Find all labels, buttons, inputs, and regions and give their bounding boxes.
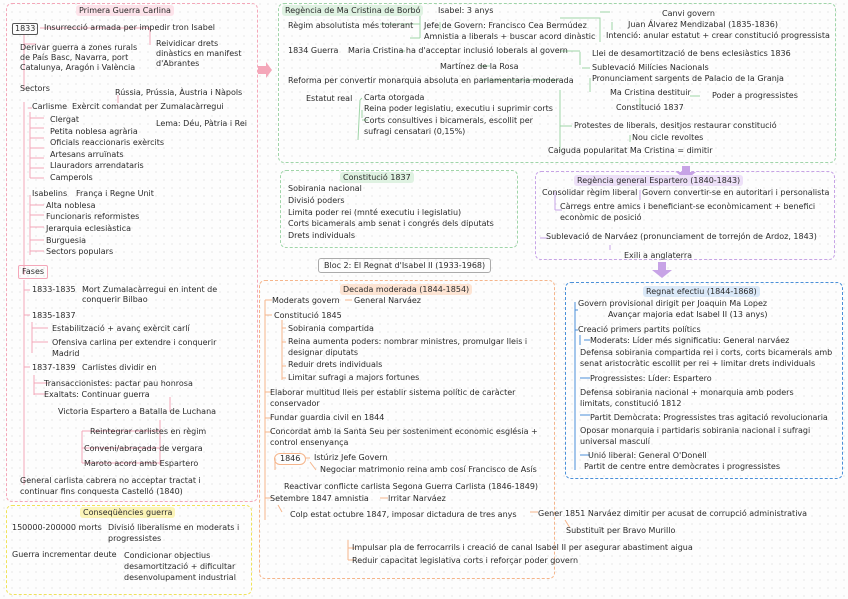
corts-2: sufragi censatari (0,15%) (364, 127, 466, 136)
consequencies-header: Conseqüències guerra (80, 507, 175, 518)
reduir: Reduir capacitat legislativa corts i reforçar poder govern (352, 556, 579, 565)
general-narvaez: General Narváez (354, 296, 422, 305)
russia: Rússia, Prússia, Àustria i Nàpols (115, 88, 243, 97)
arrow-purple-blue (652, 262, 672, 278)
irritar: Irritar Narváez (388, 494, 446, 503)
democrata: Partit Demòcrata: Progressistes tras agitació revolucionaria (590, 413, 828, 422)
maroto: Maroto acord amb Espartero (84, 459, 199, 468)
sublevacio-milicies: Sublevació Milícies Nacionals (592, 63, 709, 72)
constitucio-1837-node: Constitució 1837 (616, 103, 684, 112)
regencia-esp-header: Regència general Espartero (1840-1843) (574, 175, 743, 186)
moderats-lider: Moderats: Líder més significatiu: General narváez (590, 336, 790, 345)
moderats-govern: Moderats govern (272, 296, 340, 305)
insurreccio: Insurrecció armada per impedir tron Isabel (44, 23, 215, 32)
llei-desamortitzacio: Llei de desamortització de bens eclesiàstics 1836 (592, 49, 791, 58)
funcionaris: Funcionaris reformistes (46, 212, 140, 221)
dem-2: universal masculí (580, 437, 650, 446)
reivindicar-1: Reividicar drets (156, 39, 219, 48)
maria: Maria Cristina ha d'acceptar inclusió loberals al govern (348, 46, 568, 55)
const-2: Divisió poders (288, 196, 345, 205)
pro-2: limitats, constitució 1812 (580, 399, 682, 408)
martinez: Martínez de la Rosa (440, 62, 519, 71)
corts-1: Corts consultives i bicamerals, escollit per (364, 116, 533, 125)
s2: Reina aumenta poders: nombrar ministres, promulgar lleis i (288, 337, 528, 346)
derivar-2: de País Basc, Navarra, port (20, 53, 129, 62)
reina-poder: Reina poder legislatiu, executiu i suprimir corts (364, 104, 553, 113)
canvi: Canvi govern (662, 9, 715, 18)
dem-1: Oposar monarquia i partidaris sobirania nacional i sufragi (580, 426, 811, 435)
artesans: Artesans arruïnats (50, 150, 124, 159)
fase-2-a: Estabilització + avanç exèrcit carlí (52, 324, 190, 333)
fase-3: 1837-1839 (32, 363, 76, 372)
elaborar-1: Elaborar multitud lleis per establir sistema polític de caràcter (270, 388, 516, 397)
regim: Règim absolutista més tolerant (288, 21, 414, 30)
sectors: Sectors (20, 84, 50, 93)
const-3: Limita poder rei (mnté executiu i legislatiu) (288, 208, 462, 217)
exercit: Exèrcit comandat per Zumalacàrregui (72, 102, 224, 111)
estatut: Estatut real (306, 94, 353, 103)
unio-2: Partit de centre entre demòcrates i progressistes (584, 462, 781, 471)
llauradors: Llauradors arrendataris (50, 161, 144, 170)
concordat-1: Concordat amb la Santa Seu per sosteniment economic església + (270, 427, 538, 436)
substituit: Substituït per Bravo Murillo (566, 526, 676, 535)
pro-1: Defensa sobirania nacional + monarquia amb poders (580, 388, 794, 397)
reivindicar-3: d'Abrantes (156, 59, 200, 68)
derivar-1: Derivar guerra a zones rurals (20, 43, 138, 52)
reactivar: Reactivar conflicte carlista Segona Guerra Carlista (1846-1849) (284, 482, 539, 491)
jerarquia: Jerarquia eclesiàstica (46, 224, 132, 233)
consolidar: Consolidar règim liberal (542, 188, 638, 197)
fase-2-c: Madrid (52, 349, 80, 358)
fase-1-a: Mort Zumalacàrregui en intent de (82, 285, 218, 294)
morts: 150000-200000 morts (12, 523, 102, 532)
const-5: Drets individuals (288, 231, 356, 240)
decada-header: Decada moderada (1844-1854) (340, 284, 472, 295)
carta: Carta otorgada (364, 93, 425, 102)
sublevacio-narvaez: Sublevació de Narváez (pronunciament de torrejón de Ardoz, 1843) (546, 232, 817, 241)
intencio: Intenció: anular estatut + crear constitució progressista (606, 31, 830, 40)
govern-provisional: Govern provisional dirigit per Joaquin Ma Lopez (578, 299, 768, 308)
colp: Colp estat octubre 1847, imposar dictadura de tres anys (290, 510, 517, 519)
unio-liberal: Unió liberal: General O'Donell (588, 451, 707, 460)
reivindicar-2: dinàstics en manifest (156, 49, 242, 58)
page-title: Bloc 2: El Regnat d'Isabel II (1933-1968) (318, 258, 491, 273)
clergat: Clergat (50, 115, 79, 124)
year-1846: 1846 (274, 453, 306, 465)
year-1833: 1833 (12, 23, 38, 35)
fase-3-b: Transaccionistes: pactar pau honrosa (44, 379, 193, 388)
condicionar-1: Condicionar objectius (124, 551, 211, 560)
const-1845: Constitució 1845 (274, 311, 342, 320)
isabelins: Isabelins (32, 189, 68, 198)
concordat-2: control ensenyança (270, 438, 349, 447)
avancar: Avançar majoria edat Isabel II (13 anys) (608, 310, 768, 319)
s3: Reduir drets individuals (288, 360, 383, 369)
conveni: Conveni/abraçada de vergara (84, 444, 203, 453)
amnistia: Amnistia a liberals + buscar acord dinàstic (424, 32, 596, 41)
reintegrar: Reintegrar carlistes en règim (90, 427, 207, 436)
fase-3-a: Carlistes dividir en (82, 363, 157, 372)
fase-1: 1833-1835 (32, 285, 76, 294)
franca: França i Regne Unit (76, 189, 154, 198)
negociar: Negociar matrimonio reina amb cosí Francisco de Asís (320, 465, 537, 474)
noblesa: Petita noblesa agrària (50, 127, 138, 136)
isabel-age: Isabel: 3 anys (438, 6, 494, 15)
nou-cicle: Nou cicle revoltes (632, 133, 704, 142)
fundar: Fundar guardia civil en 1844 (270, 413, 385, 422)
burguesia: Burguesia (46, 236, 87, 245)
fase-1-b: conquerir Bilbao (82, 295, 148, 304)
lema: Lema: Déu, Pàtria i Rei (156, 119, 247, 128)
guerra-1834: 1834 Guerra (288, 46, 339, 55)
caiguda: Caiguda popularitat Ma Cristina = dimitir (548, 146, 713, 155)
s1: Sobirania compartida (288, 324, 374, 333)
oficials: Oficials reaccionaris exèrcits (50, 138, 165, 147)
juan: Juan Álvarez Mendizabal (1835-1836) (628, 20, 778, 29)
fase-2: 1835-1837 (32, 311, 76, 320)
s4: Limitar sufragi a majors fortunes (288, 373, 420, 382)
carrecs-2: econòmic de posició (560, 213, 642, 222)
carlisme: Carlisme (32, 102, 68, 111)
primera-header: Primera Guerra Carlina (76, 5, 174, 16)
regencia-mc-header: Regència de Ma Cristina de Borbó (282, 5, 423, 16)
impulsar: Impulsar pla de ferrocarrils i creació de canal Isabel II per asegurar abastiment aigua (352, 543, 693, 552)
camperols: Camperols (50, 173, 93, 182)
def-1: Defensa sobirania compartida rei i corts, corts bicamerals amb (580, 348, 833, 357)
condicionar-3: desenvolupament industrial (124, 573, 236, 582)
s2b: designar diputats (288, 348, 359, 357)
final-1: General carlista cabrera no acceptar tractat i (20, 476, 201, 485)
isturiz: Istúriz Jefe Govern (314, 453, 388, 462)
condicionar-2: desamortització + dificultar (124, 562, 236, 571)
derivar-3: Catalunya, Aragón i València (20, 63, 136, 72)
final-2: continuar fins conquesta Castelló (1840) (20, 487, 183, 496)
populars: Sectors populars (46, 247, 114, 256)
jefe: Jefe de Govern: Francisco Cea Bermúdez (424, 21, 587, 30)
creacio: Creació primers partits polítics (578, 325, 701, 334)
elaborar-2: conservador (270, 399, 320, 408)
efectiu-header: Regnat efectiu (1844-1868) (643, 286, 760, 297)
carrecs-1: Càrregs entre amics i beneficiant-se econòmicament + benefici (560, 202, 816, 211)
constitucio-header: Constitució 1837 (340, 172, 414, 183)
victoria: Victoria Espartero a Batalla de Luchana (58, 407, 217, 416)
divisio-1: Divisió liberalisme en moderats i (108, 523, 240, 532)
govern-autoritari: Govern convertir-se en autoritari i personalista (642, 188, 830, 197)
arrow-pink (258, 62, 272, 78)
destituir: Ma Cristina destituir (610, 88, 691, 97)
pronunciament: Pronunciament sargents de Palacio de la Granja (592, 74, 784, 83)
const-1: Sobirania nacional (288, 184, 362, 193)
def-2: senat aristocràtic escollit per rei + limitar drets individuals (580, 359, 816, 368)
fase-2-b: Ofensiva carlina per extendre i conquerir (52, 338, 217, 347)
fases: Fases (18, 265, 48, 279)
setembre: Setembre 1847 amnistia (270, 494, 369, 503)
gener: Gener 1851 Narváez dimitir per acusat de corrupció administrativa (538, 509, 808, 518)
reforma: Reforma per convertir monarquia absoluta en parlamentaria moderada (288, 76, 574, 85)
exili: Exili a anglaterra (624, 251, 693, 260)
altanoblesa: Alta noblesa (46, 201, 96, 210)
poder-progressistes: Poder a progressistes (712, 91, 798, 100)
fase-3-c: Exaltats: Continuar guerra (44, 390, 150, 399)
const-4: Corts bicamerals amb senat i congrés dels diputats (288, 219, 494, 228)
incrementar: Guerra incrementar deute (12, 550, 117, 559)
progressistes: Progressistes: Líder: Espartero (590, 374, 712, 383)
divisio-2: progressistes (108, 534, 162, 543)
protestes: Protestes de liberals, desitjos restaurar constitució (574, 121, 777, 130)
